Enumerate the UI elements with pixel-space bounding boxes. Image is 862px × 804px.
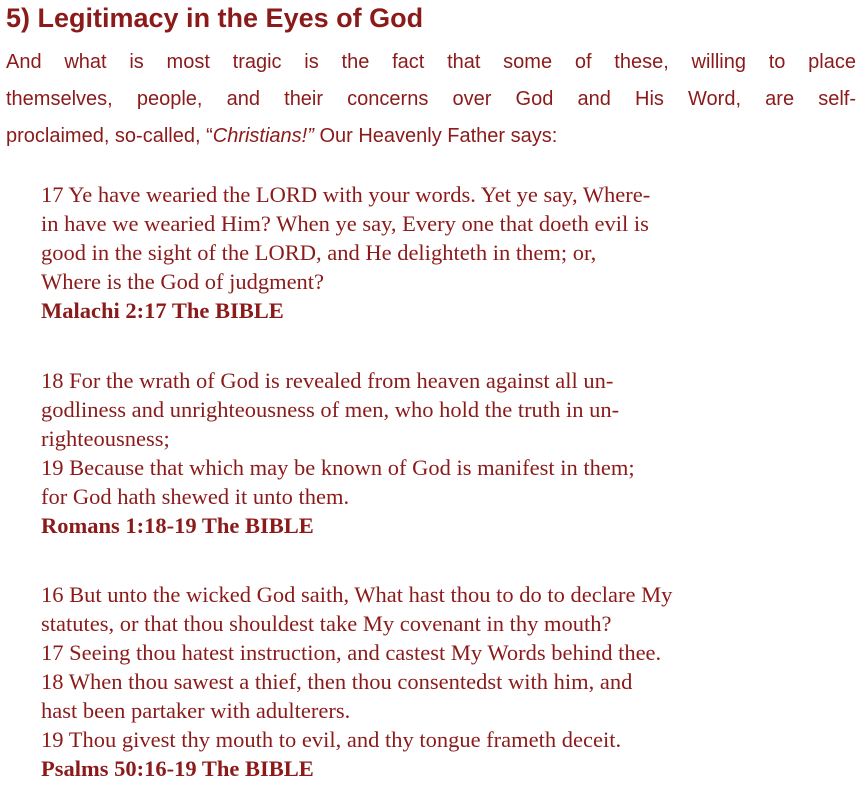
verse-line: good in the sight of the LORD, and He delighteth in them; or, xyxy=(41,240,597,265)
scripture-block-psalms xyxy=(41,580,853,783)
verse-line: 16 But unto the wicked God saith, What hast thou to do to declare My xyxy=(41,582,673,607)
scripture-block-romans xyxy=(41,366,853,540)
verse-line: in have we wearied Him? When ye say, Every one that doeth evil is xyxy=(41,211,649,236)
intro-line-3-text: proclaimed, so-called, “ xyxy=(6,125,213,147)
scripture-block-malachi xyxy=(41,180,853,325)
verse-line: godliness and unrighteousness of men, who hold the truth in un- xyxy=(41,397,620,422)
intro-line-3 xyxy=(6,118,856,155)
christians-italic: Christians!” xyxy=(212,125,314,147)
verse-line: 17 Seeing thou hatest instruction, and castest My Words behind thee. xyxy=(41,640,662,665)
verse-line: for God hath shewed it unto them. xyxy=(41,484,350,509)
verse-line: righteousness; xyxy=(41,426,170,451)
verse-line: 19 Thou givest thy mouth to evil, and thy tongue frameth deceit. xyxy=(41,727,622,752)
intro-line-3-tail: Our Heavenly Father says: xyxy=(313,125,558,147)
verse-line: 17 Ye have wearied the LORD with your words. Yet ye say, Where- xyxy=(41,182,651,207)
verse-line: hast been partaker with adulterers. xyxy=(41,698,351,723)
verse-line: 18 For the wrath of God is revealed from heaven against all un- xyxy=(41,368,614,393)
verse-line: 18 When thou sawest a thief, then thou consentedst with him, and xyxy=(41,669,633,694)
verse-line: statutes, or that thou shouldest take My covenant in thy mouth? xyxy=(41,611,612,636)
section-heading: 5) Legitimacy in the Eyes of God xyxy=(6,3,424,33)
scripture-reference: Psalms 50:16-19 The BIBLE xyxy=(41,756,314,781)
verse-line: Where is the God of judgment? xyxy=(41,269,325,294)
scripture-reference: Romans 1:18-19 The BIBLE xyxy=(41,513,314,538)
verse-line: 19 Because that which may be known of God is manifest in them; xyxy=(41,455,635,480)
intro-paragraph xyxy=(6,44,856,155)
intro-line-1: And what is most tragic is the fact that some of these, willing to place xyxy=(6,51,856,73)
intro-line-2: themselves, people, and their concerns over God and His Word, are self- xyxy=(6,88,856,110)
scripture-reference: Malachi 2:17 The BIBLE xyxy=(41,298,284,323)
